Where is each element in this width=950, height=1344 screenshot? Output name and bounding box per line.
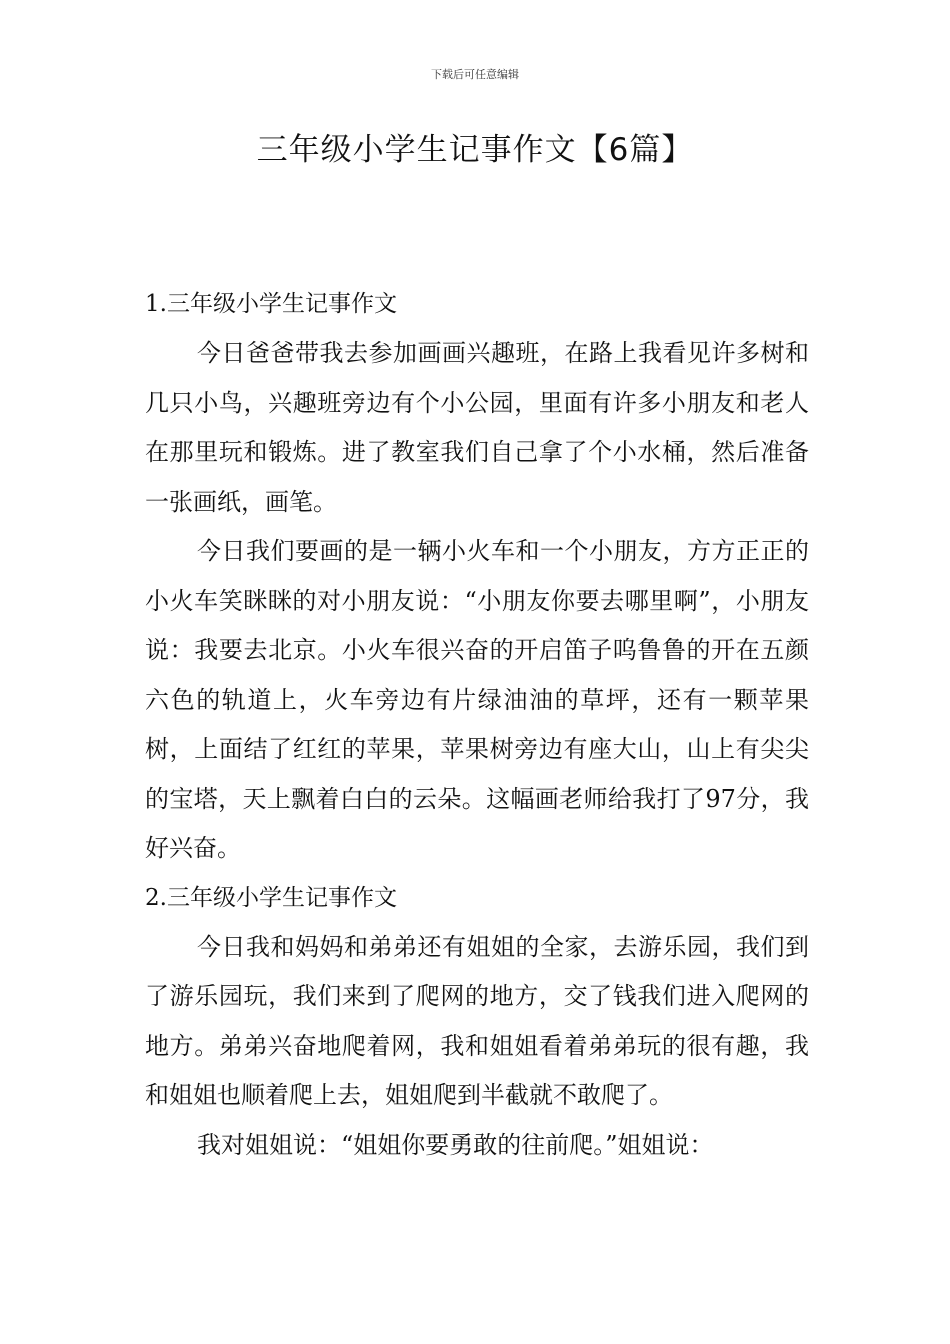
section-heading: 1.三年级小学生记事作文 [145,291,397,317]
paragraph: 今日爸爸带我去参加画画兴趣班，在路上我看见许多树和几只小鸟，兴趣班旁边有个小公园，里面有许多小朋友和老人在那里玩和锻炼。进了教室我们自己拿了个小水桶，然后准备一张画纸，画笔。 [145,339,809,516]
document-body [145,280,809,1170]
paragraph: 我对姐姐说：“姐姐你要勇敢的往前爬。”姐姐说： [197,1130,714,1159]
header-note: 下载后可任意编辑 [431,68,519,81]
section-1 [145,280,809,874]
paragraph: 今日我们要画的是一辆小火车和一个小朋友，方方正正的小火车笑眯眯的对小朋友说：“小朋友你要去哪里啊”，小朋友说：我要去北京。小火车很兴奋的开启笛子呜鲁鲁的开在五颜六色的轨道上，火车旁边有片绿油油的草坪，还有一颗苹果树，上面结了红红的苹果，苹果树旁边有座大山，山上有尖尖的宝塔，天上飘着白白的云朵。这幅画老师给我打了97分，我好兴奋。 [145,537,809,862]
paragraph: 今日我和妈妈和弟弟还有姐姐的全家，去游乐园，我们到了游乐园玩，我们来到了爬网的地方，交了钱我们进入爬网的地方。弟弟兴奋地爬着网，我和姐姐看着弟弟玩的很有趣，我和姐姐也顺着爬上去，姐姐爬到半截就不敢爬了。 [145,932,809,1109]
section-2 [145,874,809,1171]
section-heading: 2.三年级小学生记事作文 [145,884,397,911]
document-title: 三年级小学生记事作文【6篇】 [256,132,694,168]
